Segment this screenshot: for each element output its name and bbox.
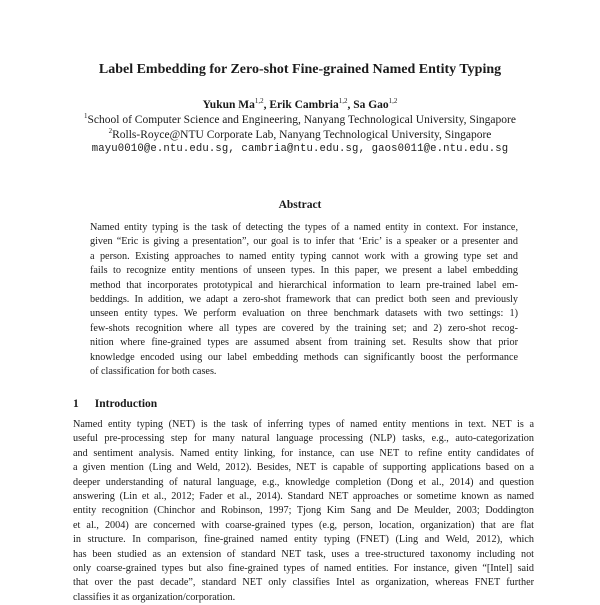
section-heading [73, 398, 157, 410]
abstract-line: Named entity typing is the task of detecting the types of a named entity in context. For instance, [90, 222, 518, 233]
intro-line: useful pre-processing step for many natural language processing (NLP) tasks, e.g., auto-categorization [73, 433, 534, 445]
intro-line: that over the past decade”, standard NET only classifies Intel as organization, whereas FNET further [73, 577, 534, 589]
author-emails: mayu0010@e.ntu.edu.sg, cambria@ntu.edu.sg, gaos0011@e.ntu.edu.sg [91, 143, 509, 155]
abstract-line: of classification for both cases. [90, 366, 217, 378]
intro-line: and sentiment analysis. Named entity linking, for instance, can use NET to refine entity candidates of [73, 447, 534, 459]
introduction-body [73, 418, 534, 605]
author-separator: , [263, 98, 270, 111]
intro-line: has been studied as an extension of standard NET task, uses a tree-structured taxonomy including not [73, 548, 534, 560]
intro-line: in structure. In comparison, fine-grained named entity typing (FNET) (Ling and Weld, 2012), which [73, 534, 534, 546]
abstract-line: given “Eric is giving a presentation”, our goal is to infer that ‘Eric’ is a speaker or a presenter and [90, 236, 518, 248]
intro-line: deeper understanding of natural language, e.g., knowledge completion (Dong et al., 2014) and question [73, 476, 534, 488]
abstract-heading: Abstract [278, 199, 322, 211]
author-list [0, 97, 600, 111]
author-name: Yukun Ma [202, 98, 255, 111]
intro-line: entity recognition (Chinchor and Robinson, 1997; Tjong Kim Sang and De Meulder, 2003; Doddington [73, 505, 534, 517]
affiliation-1 [0, 112, 600, 126]
paper-title: Label Embedding for Zero-shot Fine-grained Named Entity Typing [98, 62, 502, 77]
intro-line: only coarse-grained types but also fine-grained types of named entities. For instance, given “[Intel] said [73, 563, 534, 575]
affiliation-text: School of Computer Science and Engineering, Nanyang Technological University, Singapore [87, 113, 516, 126]
author-name: Sa Gao [353, 98, 389, 111]
abstract-line: unseen entity types. We perform evaluation on three benchmark datasets with two settings: 1) [90, 308, 518, 320]
author-superscript: 1,2 [338, 97, 348, 105]
abstract-line: nition where fine-grained types are assumed absent from training set. Results show that prior [90, 337, 518, 349]
abstract-line: few-shots recognition where all types are covered by the training set; and 2) zero-shot recog- [90, 322, 518, 334]
section-title: Introduction [94, 398, 158, 410]
intro-line: a given mention (Ling and Weld, 2012). Besides, NET is capable of supporting applications based on a [73, 462, 534, 474]
intro-line: et al., 2004) are concerned with coarse-grained types (e.g, person, location, organization) that are flat [73, 519, 534, 531]
author-separator: , [347, 98, 354, 111]
affiliation-2 [0, 127, 600, 141]
section-number: 1 [73, 398, 79, 410]
abstract-line: knowledge encoded using our label embedding methods can significantly boost the performance [90, 351, 518, 363]
author-superscript: 1,2 [388, 97, 398, 105]
abstract-line: beddings. In addition, we adapt a zero-shot framework that can predict both seen and previously [90, 294, 518, 306]
abstract-line: method that incorporates prototypical and hierarchical information to learn pre-trained label em- [90, 279, 518, 291]
affiliation-superscript: 1 [84, 112, 88, 120]
intro-line: classifies it as organization/corporation. [73, 591, 236, 603]
abstract-body [90, 221, 518, 379]
abstract-line: fails to recognize entity mentions of unseen types. In this paper, we present a label embedding [90, 265, 518, 277]
abstract-line: a person. Existing approaches to named entity typing cannot work with a growing type set and [90, 250, 518, 262]
affiliation-text: Rolls-Royce@NTU Corporate Lab, Nanyang Technological University, Singapore [112, 128, 492, 141]
author-superscript: 1,2 [254, 97, 264, 105]
intro-line: answering (Lin et al., 2012; Fader et al., 2014). Standard NET approaches or sometime known as named [73, 491, 534, 503]
author-name: Erik Cambria [269, 98, 339, 111]
affiliation-superscript: 2 [108, 127, 113, 135]
intro-line: Named entity typing (NET) is the task of inferring types of named entity mentions in text. NET is a [73, 419, 534, 430]
